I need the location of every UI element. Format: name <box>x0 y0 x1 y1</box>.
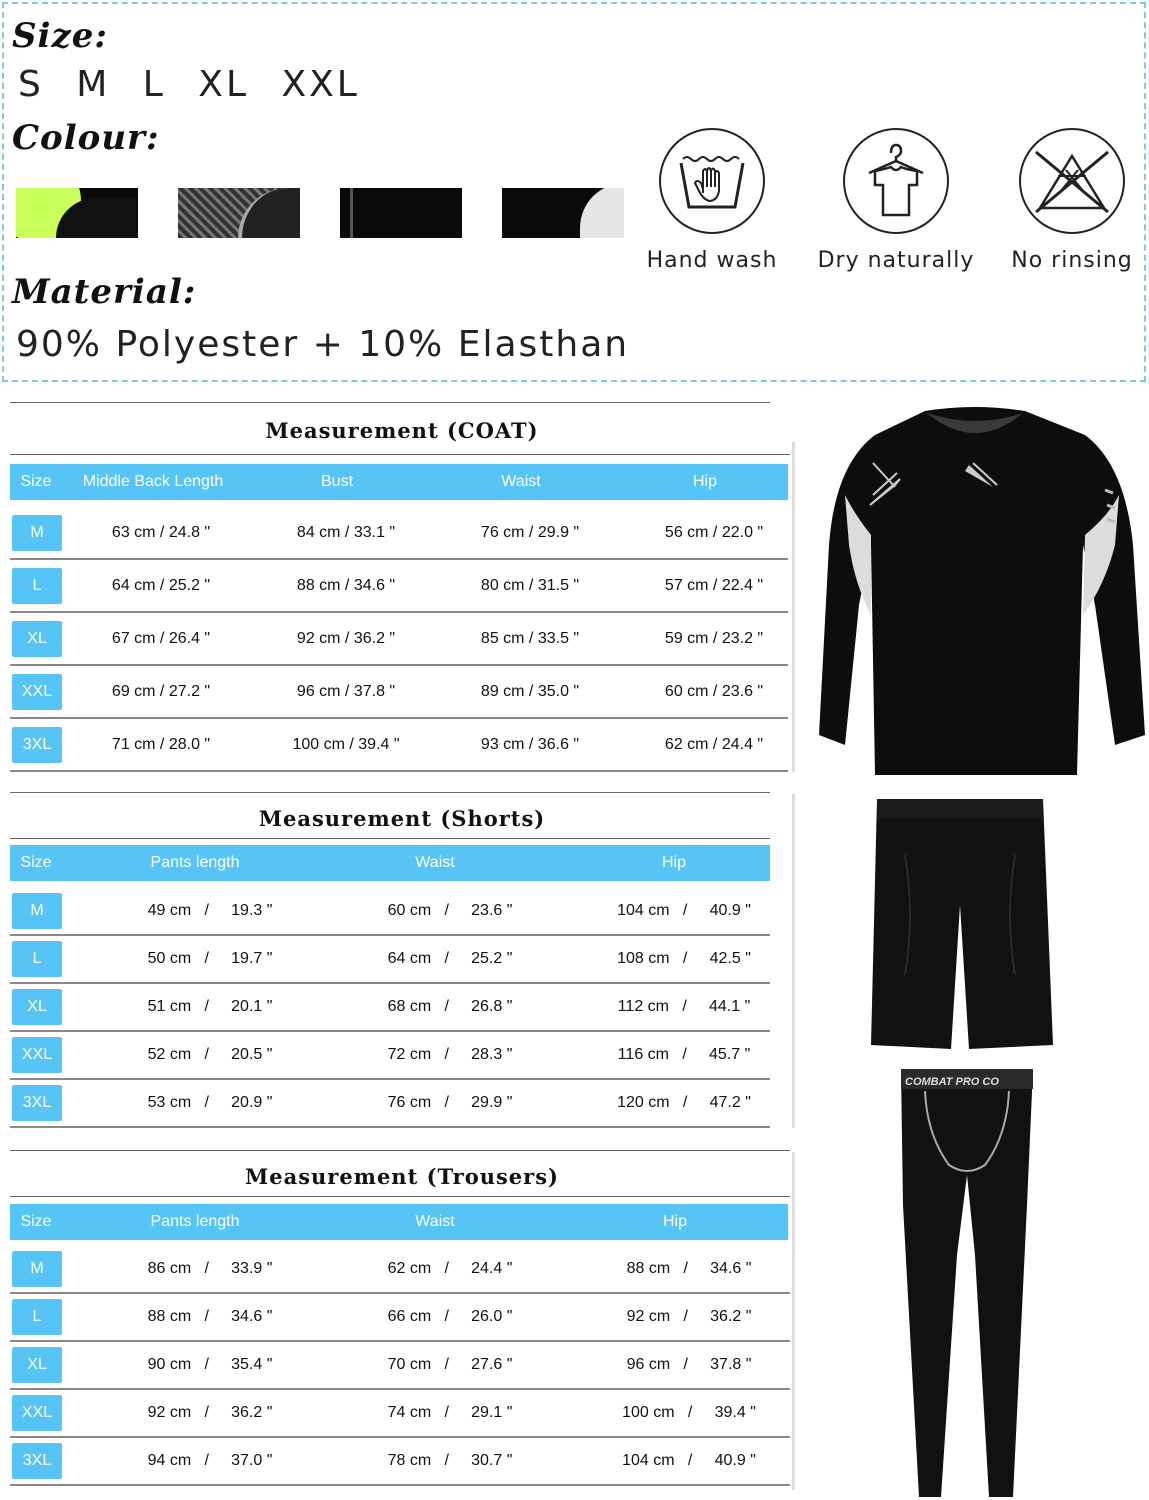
table-row <box>10 1438 790 1486</box>
table-shadow <box>792 442 795 772</box>
table-cell: 90 cm / 35.4 " <box>147 1356 273 1373</box>
table-cell: 86 cm / 33.9 " <box>147 1260 273 1277</box>
care-no-rinsing <box>992 128 1149 273</box>
table-cell: 56 cm / 22.0 " <box>664 523 764 541</box>
compression-trousers-image <box>895 1065 1040 1500</box>
divider <box>10 454 790 455</box>
table-cell: 70 cm / 27.6 " <box>387 1356 513 1373</box>
coat-size-table <box>10 400 800 775</box>
table-cell: 96 cm / 37.8 " <box>626 1356 752 1373</box>
header-hip: Hip <box>692 473 718 490</box>
table-cell: 92 cm / 36.2 " <box>296 629 396 647</box>
header-hip: Hip <box>662 1213 688 1230</box>
size-badge: 3XL <box>12 1443 62 1479</box>
table-cell: 53 cm / 20.9 " <box>147 1094 273 1111</box>
table-cell: 49 cm / 19.3 " <box>147 902 273 919</box>
table-cell: 62 cm / 24.4 " <box>387 1260 513 1277</box>
size-badge: L <box>12 568 62 604</box>
table-row <box>10 719 788 772</box>
hand-wash-icon <box>659 128 765 234</box>
table-row <box>10 1390 790 1438</box>
header-waist: Waist <box>415 1213 455 1230</box>
table-cell: 71 cm / 28.0 " <box>111 735 211 753</box>
table-row <box>10 984 770 1032</box>
size-heading: Size: <box>12 16 108 56</box>
size-badge: XL <box>12 1347 62 1383</box>
care-dry-naturally <box>816 128 976 273</box>
table-cell: 100 cm / 39.4 " <box>622 1404 756 1421</box>
size-badge: XXL <box>12 1395 62 1431</box>
size-badge: L <box>12 941 62 977</box>
divider <box>10 402 770 403</box>
header-hip: Hip <box>661 854 687 871</box>
table-row <box>10 613 788 666</box>
swatch-grey-pattern[interactable] <box>178 188 300 238</box>
table-cell: 60 cm / 23.6 " <box>387 902 513 919</box>
table-cell: 94 cm / 37.0 " <box>147 1452 273 1469</box>
long-sleeve-shirt-image <box>815 405 1149 785</box>
header-waist: Waist <box>501 473 541 490</box>
table-cell: 108 cm / 42.5 " <box>617 950 751 967</box>
table-cell: 57 cm / 22.4 " <box>664 576 764 594</box>
material-heading: Material: <box>12 272 197 312</box>
table-cell: 51 cm / 20.1 " <box>147 998 273 1015</box>
trousers-table-title: Measurement (Trousers) <box>245 1164 559 1189</box>
table-cell: 76 cm / 29.9 " <box>387 1094 513 1111</box>
table-row <box>10 1246 790 1294</box>
table-cell: 112 cm / 44.1 " <box>617 998 751 1015</box>
table-cell: 60 cm / 23.6 " <box>664 682 764 700</box>
divider <box>10 1150 790 1151</box>
dry-naturally-label: Dry naturally <box>817 248 975 273</box>
coat-header-row <box>10 464 788 500</box>
size-badge: M <box>12 893 62 929</box>
size-badge: XXL <box>12 1037 62 1073</box>
coat-table-title: Measurement (COAT) <box>265 418 539 443</box>
table-shadow <box>792 1152 795 1490</box>
table-row <box>10 1294 790 1342</box>
table-cell: 67 cm / 26.4 " <box>111 629 211 647</box>
table-row <box>10 888 770 936</box>
size-badge: 3XL <box>12 1085 62 1121</box>
table-row <box>10 666 788 719</box>
table-row <box>10 507 788 560</box>
header-size: Size <box>20 473 52 490</box>
table-cell: 64 cm / 25.2 " <box>111 576 211 594</box>
table-cell: 88 cm / 34.6 " <box>296 576 396 594</box>
table-row <box>10 1080 770 1128</box>
no-rinsing-label: No rinsing <box>1011 248 1133 273</box>
table-cell: 76 cm / 29.9 " <box>480 523 580 541</box>
table-cell: 92 cm / 36.2 " <box>626 1308 752 1325</box>
size-badge: M <box>12 515 62 551</box>
header-bust: Bust <box>320 473 354 490</box>
size-list: S M L XL XXL <box>18 64 360 105</box>
table-cell: 85 cm / 33.5 " <box>480 629 580 647</box>
header-size: Size <box>20 1213 52 1230</box>
header-size: Size <box>20 854 52 871</box>
hanger-shirt-icon <box>843 128 949 234</box>
table-cell: 88 cm / 34.6 " <box>626 1260 752 1277</box>
table-row <box>10 1032 770 1080</box>
table-cell: 80 cm / 31.5 " <box>480 576 580 594</box>
table-cell: 72 cm / 28.3 " <box>387 1046 513 1063</box>
table-cell: 89 cm / 35.0 " <box>480 682 580 700</box>
size-badge: XXL <box>12 674 62 710</box>
material-value: 90% Polyester + 10% Elasthan <box>16 324 630 365</box>
table-cell: 120 cm / 47.2 " <box>617 1094 751 1111</box>
table-cell: 104 cm / 40.9 " <box>622 1452 756 1469</box>
table-cell: 96 cm / 37.8 " <box>296 682 396 700</box>
shorts-header-row <box>10 845 770 881</box>
shorts-size-table <box>10 790 800 1130</box>
divider <box>10 838 770 839</box>
table-cell: 93 cm / 36.6 " <box>480 735 580 753</box>
colour-heading: Colour: <box>12 118 160 158</box>
table-cell: 69 cm / 27.2 " <box>111 682 211 700</box>
table-cell: 104 cm / 40.9 " <box>617 902 751 919</box>
divider <box>10 792 770 793</box>
table-cell: 78 cm / 30.7 " <box>387 1452 513 1469</box>
product-info-box <box>2 2 1146 382</box>
table-cell: 52 cm / 20.5 " <box>147 1046 273 1063</box>
table-cell: 116 cm / 45.7 " <box>617 1046 751 1063</box>
table-cell: 68 cm / 26.8 " <box>387 998 513 1015</box>
table-cell: 63 cm / 24.8 " <box>111 523 211 541</box>
legging-band-text: COMBAT PRO CO <box>905 1076 999 1088</box>
shorts-table-title: Measurement (Shorts) <box>258 806 546 831</box>
trousers-header-row <box>10 1204 788 1240</box>
table-shadow <box>792 794 795 1128</box>
table-cell: 92 cm / 36.2 " <box>147 1404 273 1421</box>
care-hand-wash <box>632 128 792 273</box>
swatch-dark-grey[interactable] <box>340 188 462 238</box>
size-badge: 3XL <box>12 727 62 763</box>
hand-wash-label: Hand wash <box>646 248 778 273</box>
swatch-black-white[interactable] <box>502 188 624 238</box>
shorts-image <box>865 795 1055 1055</box>
table-cell: 84 cm / 33.1 " <box>296 523 396 541</box>
divider <box>10 1196 790 1197</box>
trousers-size-table <box>10 1148 800 1493</box>
table-row <box>10 936 770 984</box>
table-cell: 100 cm / 39.4 " <box>292 735 400 753</box>
header-pants-length: Pants length <box>150 1213 240 1230</box>
colour-swatches <box>16 188 624 238</box>
table-cell: 50 cm / 19.7 " <box>147 950 273 967</box>
table-cell: 62 cm / 24.4 " <box>664 735 764 753</box>
size-badge: XL <box>12 621 62 657</box>
size-badge: L <box>12 1299 62 1335</box>
table-cell: 74 cm / 29.1 " <box>387 1404 513 1421</box>
table-cell: 88 cm / 34.6 " <box>147 1308 273 1325</box>
table-row <box>10 560 788 613</box>
table-cell: 66 cm / 26.0 " <box>387 1308 513 1325</box>
table-cell: 59 cm / 23.2 " <box>664 629 764 647</box>
no-bleach-icon <box>1019 128 1125 234</box>
table-row <box>10 1342 790 1390</box>
header-middle-back-length: Middle Back Length <box>82 473 224 490</box>
size-badge: XL <box>12 989 62 1025</box>
swatch-green-black[interactable] <box>16 188 138 238</box>
header-waist: Waist <box>415 854 455 871</box>
table-cell: 64 cm / 25.2 " <box>387 950 513 967</box>
header-pants-length: Pants length <box>150 854 240 871</box>
size-badge: M <box>12 1251 62 1287</box>
